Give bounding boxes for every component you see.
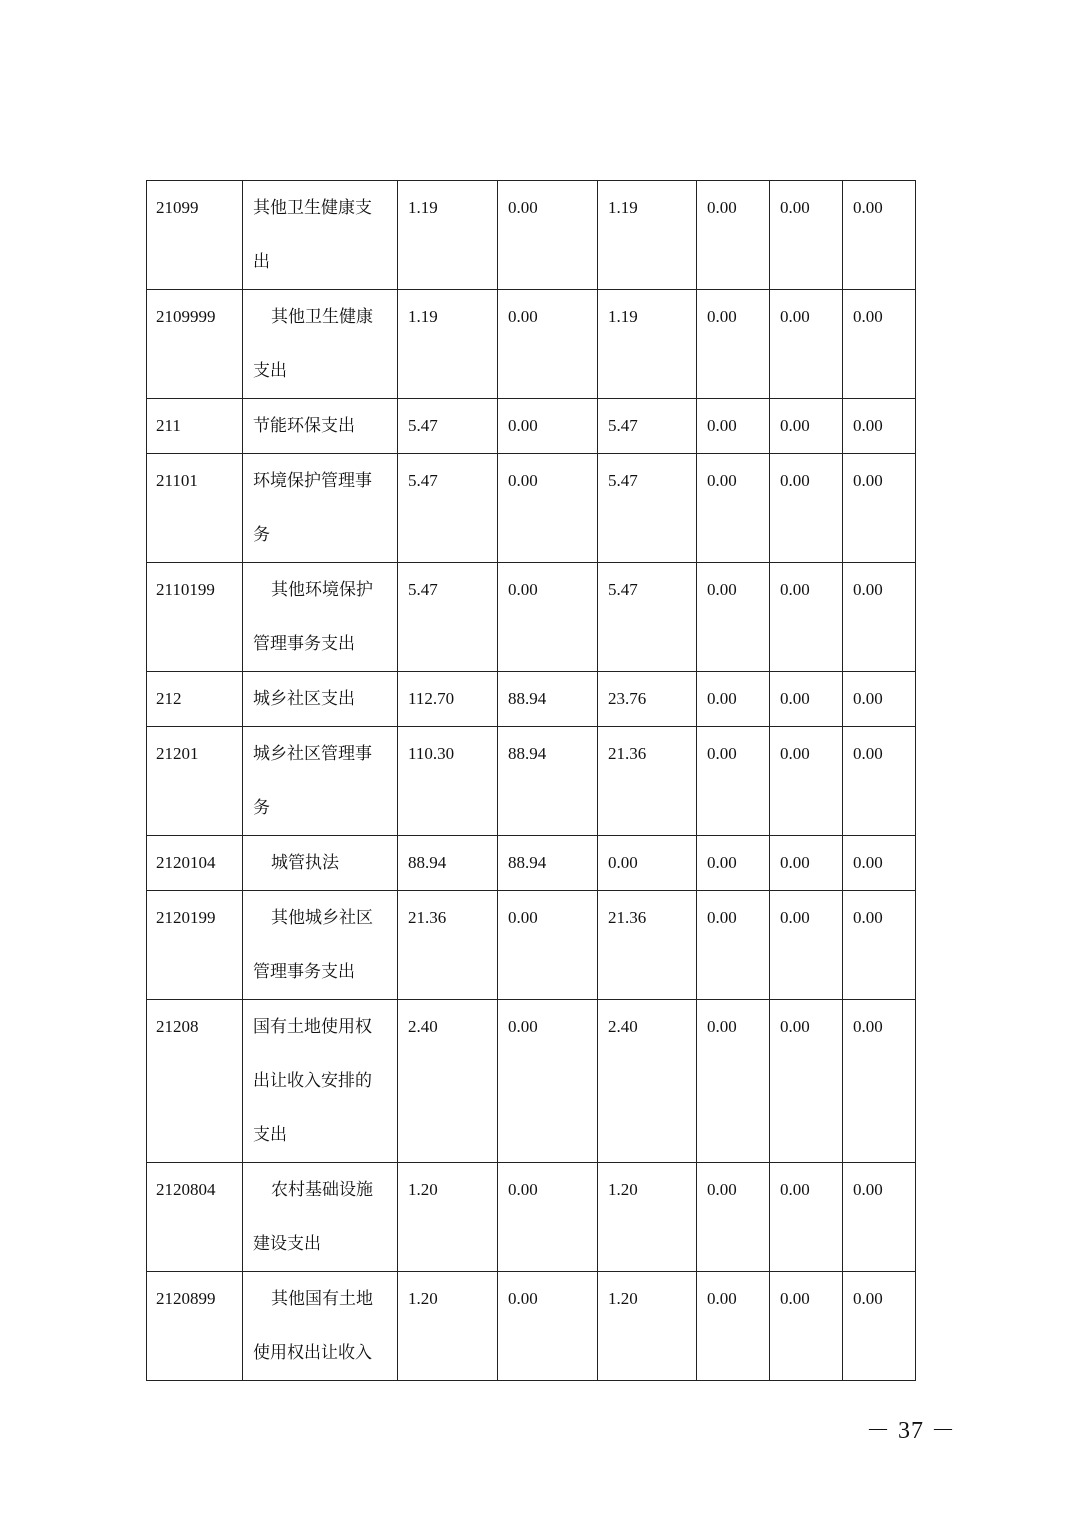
amount-value: 1.20	[608, 1289, 638, 1308]
amount-value: 0.00	[508, 416, 538, 435]
amount-cell	[843, 1000, 916, 1163]
amount-cell	[598, 1272, 697, 1381]
subject-code: 21201	[156, 744, 199, 763]
amount-value: 5.47	[408, 416, 438, 435]
amount-value: 0.00	[707, 471, 737, 490]
amount-value: 0.00	[508, 1017, 538, 1036]
amount-value: 0.00	[508, 307, 538, 326]
amount-value: 0.00	[780, 908, 810, 927]
amount-value: 5.47	[608, 471, 638, 490]
subject-code: 212	[156, 689, 182, 708]
subject-name: 其他城乡社区管理事务支出	[253, 908, 373, 981]
amount-value: 0.00	[853, 580, 883, 599]
amount-cell	[598, 563, 697, 672]
amount-value: 0.00	[508, 1180, 538, 1199]
amount-cell	[498, 181, 598, 290]
subject-code-cell	[147, 1163, 243, 1272]
amount-value: 0.00	[780, 744, 810, 763]
amount-cell	[498, 1163, 598, 1272]
amount-value: 5.47	[608, 416, 638, 435]
amount-cell	[598, 727, 697, 836]
subject-code-cell	[147, 399, 243, 454]
amount-value: 21.36	[608, 744, 647, 763]
subject-code-cell	[147, 454, 243, 563]
table-row	[147, 1272, 916, 1381]
amount-cell	[843, 563, 916, 672]
amount-cell	[498, 454, 598, 563]
amount-value: 23.76	[608, 689, 647, 708]
amount-value: 0.00	[853, 908, 883, 927]
amount-value: 0.00	[780, 689, 810, 708]
amount-cell	[598, 290, 697, 399]
amount-value: 88.94	[508, 744, 547, 763]
amount-cell	[398, 454, 498, 563]
subject-name-cell	[243, 1272, 398, 1381]
amount-cell	[843, 454, 916, 563]
amount-value: 0.00	[707, 1180, 737, 1199]
subject-code: 2120804	[156, 1180, 216, 1199]
amount-value: 0.00	[508, 1289, 538, 1308]
amount-cell	[598, 181, 697, 290]
subject-name: 其他国有土地使用权出让收入	[253, 1289, 373, 1362]
amount-cell	[697, 1000, 770, 1163]
amount-value: 1.19	[408, 307, 438, 326]
table-row	[147, 181, 916, 290]
amount-value: 0.00	[780, 1017, 810, 1036]
subject-code-cell	[147, 891, 243, 1000]
amount-cell	[598, 399, 697, 454]
amount-value: 0.00	[707, 580, 737, 599]
amount-value: 0.00	[707, 1289, 737, 1308]
amount-cell	[498, 399, 598, 454]
subject-code-cell	[147, 1000, 243, 1163]
amount-value: 0.00	[508, 198, 538, 217]
amount-value: 5.47	[408, 471, 438, 490]
amount-cell	[770, 836, 843, 891]
amount-cell	[697, 290, 770, 399]
amount-value: 1.19	[408, 198, 438, 217]
table-row	[147, 891, 916, 1000]
amount-cell	[843, 290, 916, 399]
amount-cell	[697, 1163, 770, 1272]
amount-cell	[398, 891, 498, 1000]
table-row	[147, 836, 916, 891]
amount-cell	[398, 563, 498, 672]
subject-code: 2120199	[156, 908, 216, 927]
amount-value: 0.00	[853, 744, 883, 763]
amount-cell	[770, 454, 843, 563]
amount-value: 0.00	[707, 853, 737, 872]
amount-value: 2.40	[408, 1017, 438, 1036]
amount-value: 2.40	[608, 1017, 638, 1036]
subject-code: 2120899	[156, 1289, 216, 1308]
amount-cell	[697, 672, 770, 727]
subject-name-cell	[243, 727, 398, 836]
amount-cell	[697, 727, 770, 836]
amount-cell	[770, 672, 843, 727]
amount-cell	[770, 1163, 843, 1272]
amount-value: 0.00	[780, 853, 810, 872]
amount-cell	[843, 1163, 916, 1272]
amount-value: 0.00	[508, 908, 538, 927]
amount-cell	[498, 836, 598, 891]
table-body	[147, 181, 916, 1381]
subject-name: 节能环保支出	[253, 416, 355, 435]
amount-cell	[697, 891, 770, 1000]
table-row	[147, 399, 916, 454]
amount-cell	[697, 181, 770, 290]
table-row	[147, 672, 916, 727]
subject-code: 211	[156, 416, 181, 435]
amount-value: 5.47	[608, 580, 638, 599]
amount-cell	[770, 181, 843, 290]
subject-code: 2120104	[156, 853, 216, 872]
amount-value: 110.30	[408, 744, 455, 763]
amount-value: 88.94	[508, 853, 547, 872]
amount-cell	[498, 1000, 598, 1163]
subject-name: 环境保护管理事务	[253, 471, 372, 544]
amount-cell	[697, 836, 770, 891]
subject-code: 21099	[156, 198, 199, 217]
amount-value: 1.20	[608, 1180, 638, 1199]
page-number: － 37 －	[866, 1418, 956, 1444]
amount-cell	[598, 454, 697, 563]
amount-cell	[770, 399, 843, 454]
amount-cell	[498, 727, 598, 836]
amount-cell	[398, 727, 498, 836]
amount-value: 0.00	[853, 853, 883, 872]
amount-cell	[770, 891, 843, 1000]
amount-cell	[697, 399, 770, 454]
amount-value: 0.00	[707, 416, 737, 435]
amount-value: 0.00	[853, 1180, 883, 1199]
subject-name: 其他卫生健康支出	[253, 307, 373, 380]
amount-cell	[598, 672, 697, 727]
amount-value: 0.00	[780, 307, 810, 326]
amount-cell	[843, 672, 916, 727]
subject-code: 21208	[156, 1017, 199, 1036]
subject-name: 城乡社区支出	[253, 689, 355, 708]
amount-value: 0.00	[780, 580, 810, 599]
amount-cell	[697, 1272, 770, 1381]
subject-name: 城乡社区管理事务	[253, 744, 372, 817]
amount-cell	[398, 290, 498, 399]
amount-cell	[843, 836, 916, 891]
amount-cell	[770, 290, 843, 399]
amount-value: 1.20	[408, 1289, 438, 1308]
table-row	[147, 454, 916, 563]
amount-cell	[498, 563, 598, 672]
subject-code-cell	[147, 563, 243, 672]
amount-value: 0.00	[780, 471, 810, 490]
amount-cell	[398, 836, 498, 891]
amount-value: 0.00	[780, 1180, 810, 1199]
amount-cell	[843, 181, 916, 290]
amount-value: 0.00	[707, 1017, 737, 1036]
subject-name-cell	[243, 1163, 398, 1272]
amount-value: 112.70	[408, 689, 455, 708]
subject-code-cell	[147, 181, 243, 290]
amount-cell	[398, 672, 498, 727]
subject-name-cell	[243, 563, 398, 672]
subject-name-cell	[243, 454, 398, 563]
amount-cell	[398, 399, 498, 454]
amount-value: 0.00	[508, 471, 538, 490]
amount-value: 88.94	[408, 853, 447, 872]
amount-value: 0.00	[853, 1289, 883, 1308]
amount-cell	[598, 1163, 697, 1272]
amount-value: 0.00	[508, 580, 538, 599]
amount-value: 0.00	[853, 416, 883, 435]
subject-name-cell	[243, 1000, 398, 1163]
amount-cell	[843, 891, 916, 1000]
amount-value: 88.94	[508, 689, 547, 708]
subject-code-cell	[147, 672, 243, 727]
amount-value: 21.36	[608, 908, 647, 927]
table-row	[147, 727, 916, 836]
amount-cell	[770, 1000, 843, 1163]
amount-cell	[498, 290, 598, 399]
subject-code: 2110199	[156, 580, 215, 599]
subject-name-cell	[243, 672, 398, 727]
amount-value: 0.00	[780, 1289, 810, 1308]
subject-name: 其他环境保护管理事务支出	[253, 580, 373, 653]
amount-cell	[843, 399, 916, 454]
amount-value: 0.00	[608, 853, 638, 872]
amount-value: 0.00	[780, 416, 810, 435]
amount-cell	[598, 1000, 697, 1163]
amount-value: 5.47	[408, 580, 438, 599]
amount-cell	[843, 1272, 916, 1381]
subject-name-cell	[243, 836, 398, 891]
amount-value: 0.00	[853, 1017, 883, 1036]
subject-code: 2109999	[156, 307, 216, 326]
amount-cell	[770, 727, 843, 836]
amount-cell	[770, 1272, 843, 1381]
table-row	[147, 563, 916, 672]
amount-cell	[498, 891, 598, 1000]
amount-value: 0.00	[780, 198, 810, 217]
amount-value: 21.36	[408, 908, 447, 927]
subject-name: 农村基础设施建设支出	[253, 1180, 373, 1253]
amount-value: 0.00	[707, 689, 737, 708]
amount-cell	[498, 1272, 598, 1381]
subject-name-cell	[243, 290, 398, 399]
subject-name-cell	[243, 399, 398, 454]
subject-code: 21101	[156, 471, 198, 490]
subject-code-cell	[147, 1272, 243, 1381]
amount-cell	[843, 727, 916, 836]
subject-code-cell	[147, 836, 243, 891]
amount-value: 0.00	[707, 744, 737, 763]
table-row	[147, 1000, 916, 1163]
amount-value: 0.00	[707, 198, 737, 217]
amount-cell	[398, 1000, 498, 1163]
amount-value: 0.00	[853, 198, 883, 217]
amount-cell	[697, 454, 770, 563]
amount-value: 0.00	[707, 307, 737, 326]
amount-value: 0.00	[853, 689, 883, 708]
amount-cell	[697, 563, 770, 672]
amount-cell	[598, 836, 697, 891]
amount-value: 0.00	[707, 908, 737, 927]
subject-name: 其他卫生健康支出	[253, 198, 372, 271]
subject-code-cell	[147, 290, 243, 399]
amount-value: 1.20	[408, 1180, 438, 1199]
amount-value: 0.00	[853, 471, 883, 490]
amount-cell	[398, 1272, 498, 1381]
subject-name-cell	[243, 181, 398, 290]
amount-value: 0.00	[853, 307, 883, 326]
subject-code-cell	[147, 727, 243, 836]
amount-value: 1.19	[608, 198, 638, 217]
amount-cell	[398, 1163, 498, 1272]
table-row	[147, 1163, 916, 1272]
amount-cell	[398, 181, 498, 290]
table-row	[147, 290, 916, 399]
amount-value: 1.19	[608, 307, 638, 326]
budget-table	[146, 180, 916, 1381]
subject-name: 国有土地使用权出让收入安排的支出	[253, 1017, 372, 1144]
subject-name-cell	[243, 891, 398, 1000]
amount-cell	[770, 563, 843, 672]
amount-cell	[598, 891, 697, 1000]
subject-name: 城管执法	[271, 853, 339, 872]
amount-cell	[498, 672, 598, 727]
